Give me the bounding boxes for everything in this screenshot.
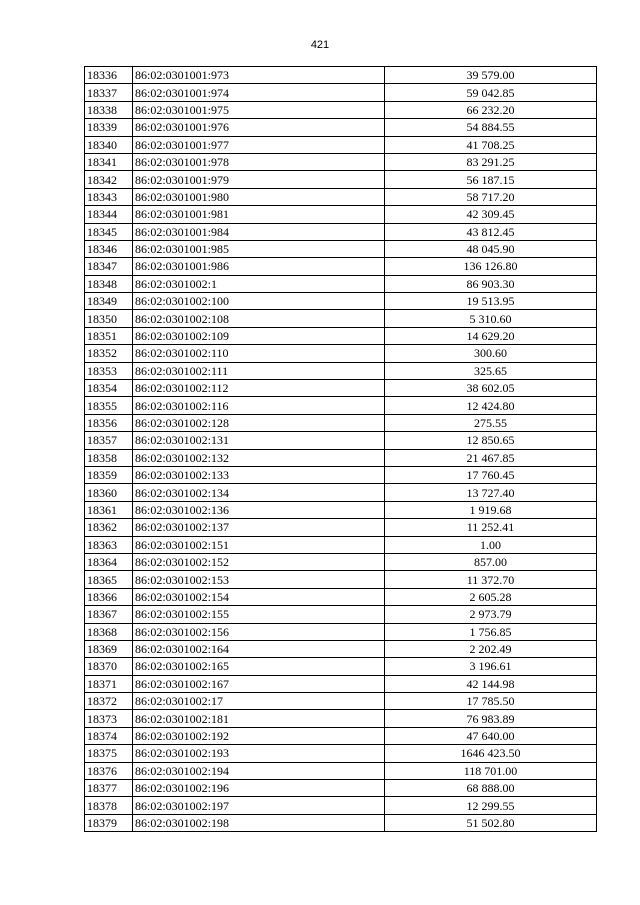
cadastral-number-cell: 86:02:0301002:108: [133, 310, 385, 327]
table-row: [85, 553, 597, 570]
row-number-cell: 18350: [85, 310, 133, 327]
value-cell: 857.00: [385, 553, 597, 570]
row-number-cell: 18349: [85, 293, 133, 310]
cadastral-number-cell: 86:02:0301002:132: [133, 449, 385, 466]
row-number-cell: 18365: [85, 571, 133, 588]
cadastral-number-cell: 86:02:0301002:152: [133, 553, 385, 570]
cadastral-number-cell: 86:02:0301002:165: [133, 658, 385, 675]
value-cell: 1 756.85: [385, 623, 597, 640]
row-number-cell: 18367: [85, 606, 133, 623]
value-cell: 43 812.45: [385, 223, 597, 240]
row-number-cell: 18339: [85, 119, 133, 136]
cadastral-number-cell: 86:02:0301002:194: [133, 762, 385, 779]
table-row: [85, 519, 597, 536]
table-row: [85, 171, 597, 188]
table-row: [85, 84, 597, 101]
row-number-cell: 18368: [85, 623, 133, 640]
table-row: [85, 623, 597, 640]
cadastral-number-cell: 86:02:0301002:133: [133, 466, 385, 483]
cadastral-number-cell: 86:02:0301002:110: [133, 345, 385, 362]
cadastral-number-cell: 86:02:0301002:154: [133, 588, 385, 605]
cadastral-number-cell: 86:02:0301002:198: [133, 814, 385, 831]
table-row: [85, 588, 597, 605]
table-row: [85, 345, 597, 362]
row-number-cell: 18364: [85, 553, 133, 570]
cadastral-number-cell: 86:02:0301001:980: [133, 188, 385, 205]
cadastral-number-cell: 86:02:0301002:167: [133, 675, 385, 692]
row-number-cell: 18337: [85, 84, 133, 101]
table-row: [85, 380, 597, 397]
table-row: [85, 466, 597, 483]
value-cell: 39 579.00: [385, 67, 597, 84]
cadastral-number-cell: 86:02:0301002:128: [133, 414, 385, 431]
table-row: [85, 153, 597, 170]
table-row: [85, 414, 597, 431]
row-number-cell: 18341: [85, 153, 133, 170]
value-cell: 13 727.40: [385, 484, 597, 501]
table-row: [85, 658, 597, 675]
row-number-cell: 18352: [85, 345, 133, 362]
cadastral-number-cell: 86:02:0301001:974: [133, 84, 385, 101]
cadastral-number-cell: 86:02:0301002:156: [133, 623, 385, 640]
cadastral-number-cell: 86:02:0301002:109: [133, 327, 385, 344]
value-cell: 48 045.90: [385, 240, 597, 257]
row-number-cell: 18338: [85, 101, 133, 118]
value-cell: 86 903.30: [385, 275, 597, 292]
value-cell: 275.55: [385, 414, 597, 431]
value-cell: 2 605.28: [385, 588, 597, 605]
value-cell: 11 372.70: [385, 571, 597, 588]
row-number-cell: 18358: [85, 449, 133, 466]
value-cell: 54 884.55: [385, 119, 597, 136]
table-row: [85, 67, 597, 84]
table-row: [85, 727, 597, 744]
cadastral-number-cell: 86:02:0301002:1: [133, 275, 385, 292]
table-row: [85, 310, 597, 327]
cadastral-number-cell: 86:02:0301002:155: [133, 606, 385, 623]
table-row: [85, 501, 597, 518]
value-cell: 42 309.45: [385, 206, 597, 223]
row-number-cell: 18348: [85, 275, 133, 292]
value-cell: 118 701.00: [385, 762, 597, 779]
row-number-cell: 18360: [85, 484, 133, 501]
value-cell: 11 252.41: [385, 519, 597, 536]
cadastral-number-cell: 86:02:0301001:978: [133, 153, 385, 170]
value-cell: 325.65: [385, 362, 597, 379]
value-cell: 21 467.85: [385, 449, 597, 466]
row-number-cell: 18342: [85, 171, 133, 188]
cadastral-number-cell: 86:02:0301001:981: [133, 206, 385, 223]
table-row: [85, 188, 597, 205]
table-row: [85, 675, 597, 692]
value-cell: 42 144.98: [385, 675, 597, 692]
table-row: [85, 206, 597, 223]
table-row: [85, 571, 597, 588]
row-number-cell: 18371: [85, 675, 133, 692]
value-cell: 51 502.80: [385, 814, 597, 831]
row-number-cell: 18373: [85, 710, 133, 727]
row-number-cell: 18336: [85, 67, 133, 84]
cadastral-number-cell: 86:02:0301002:137: [133, 519, 385, 536]
row-number-cell: 18357: [85, 432, 133, 449]
row-number-cell: 18355: [85, 397, 133, 414]
row-number-cell: 18377: [85, 780, 133, 797]
cadastral-number-cell: 86:02:0301001:985: [133, 240, 385, 257]
row-number-cell: 18374: [85, 727, 133, 744]
cadastral-number-cell: 86:02:0301001:975: [133, 101, 385, 118]
value-cell: 1646 423.50: [385, 745, 597, 762]
value-cell: 14 629.20: [385, 327, 597, 344]
cadastral-number-cell: 86:02:0301002:164: [133, 640, 385, 657]
cadastral-number-cell: 86:02:0301002:192: [133, 727, 385, 744]
value-cell: 17 760.45: [385, 466, 597, 483]
value-cell: 12 424.80: [385, 397, 597, 414]
value-cell: 136 126.80: [385, 258, 597, 275]
page-number: 421: [310, 39, 330, 51]
value-cell: 12 299.55: [385, 797, 597, 814]
row-number-cell: 18340: [85, 136, 133, 153]
value-cell: 19 513.95: [385, 293, 597, 310]
cadastral-number-cell: 86:02:0301002:181: [133, 710, 385, 727]
value-cell: 56 187.15: [385, 171, 597, 188]
table-row: [85, 693, 597, 710]
cadastral-value-table: [84, 66, 597, 832]
table-row: [85, 640, 597, 657]
table-row: [85, 762, 597, 779]
row-number-cell: 18376: [85, 762, 133, 779]
row-number-cell: 18354: [85, 380, 133, 397]
row-number-cell: 18351: [85, 327, 133, 344]
cadastral-number-cell: 86:02:0301001:977: [133, 136, 385, 153]
table-row: [85, 710, 597, 727]
cadastral-number-cell: 86:02:0301002:197: [133, 797, 385, 814]
value-cell: 17 785.50: [385, 693, 597, 710]
table-row: [85, 814, 597, 831]
table-row: [85, 327, 597, 344]
value-cell: 58 717.20: [385, 188, 597, 205]
value-cell: 76 983.89: [385, 710, 597, 727]
cadastral-number-cell: 86:02:0301002:131: [133, 432, 385, 449]
table-row: [85, 362, 597, 379]
table-row: [85, 119, 597, 136]
cadastral-number-cell: 86:02:0301001:979: [133, 171, 385, 188]
table-row: [85, 432, 597, 449]
cadastral-number-cell: 86:02:0301002:116: [133, 397, 385, 414]
cadastral-number-cell: 86:02:0301001:984: [133, 223, 385, 240]
row-number-cell: 18375: [85, 745, 133, 762]
value-cell: 2 973.79: [385, 606, 597, 623]
cadastral-number-cell: 86:02:0301002:134: [133, 484, 385, 501]
row-number-cell: 18343: [85, 188, 133, 205]
row-number-cell: 18362: [85, 519, 133, 536]
row-number-cell: 18361: [85, 501, 133, 518]
row-number-cell: 18369: [85, 640, 133, 657]
value-cell: 66 232.20: [385, 101, 597, 118]
value-cell: 1 919.68: [385, 501, 597, 518]
cadastral-number-cell: 86:02:0301002:136: [133, 501, 385, 518]
table-row: [85, 606, 597, 623]
row-number-cell: 18363: [85, 536, 133, 553]
row-number-cell: 18379: [85, 814, 133, 831]
cadastral-number-cell: 86:02:0301002:100: [133, 293, 385, 310]
cadastral-number-cell: 86:02:0301002:193: [133, 745, 385, 762]
cadastral-number-cell: 86:02:0301002:112: [133, 380, 385, 397]
row-number-cell: 18370: [85, 658, 133, 675]
row-number-cell: 18345: [85, 223, 133, 240]
cadastral-number-cell: 86:02:0301001:973: [133, 67, 385, 84]
row-number-cell: 18372: [85, 693, 133, 710]
cadastral-number-cell: 86:02:0301002:196: [133, 780, 385, 797]
table-row: [85, 397, 597, 414]
table-row: [85, 101, 597, 118]
value-cell: 83 291.25: [385, 153, 597, 170]
row-number-cell: 18347: [85, 258, 133, 275]
cadastral-number-cell: 86:02:0301002:153: [133, 571, 385, 588]
table-row: [85, 275, 597, 292]
row-number-cell: 18344: [85, 206, 133, 223]
value-cell: 300.60: [385, 345, 597, 362]
value-cell: 68 888.00: [385, 780, 597, 797]
row-number-cell: 18346: [85, 240, 133, 257]
table-row: [85, 780, 597, 797]
value-cell: 59 042.85: [385, 84, 597, 101]
row-number-cell: 18356: [85, 414, 133, 431]
cadastral-number-cell: 86:02:0301001:976: [133, 119, 385, 136]
cadastral-number-cell: 86:02:0301002:151: [133, 536, 385, 553]
row-number-cell: 18359: [85, 466, 133, 483]
table-row: [85, 536, 597, 553]
value-cell: 47 640.00: [385, 727, 597, 744]
value-cell: 41 708.25: [385, 136, 597, 153]
table-row: [85, 797, 597, 814]
value-cell: 3 196.61: [385, 658, 597, 675]
table-body: [85, 67, 597, 832]
cadastral-number-cell: 86:02:0301002:111: [133, 362, 385, 379]
row-number-cell: 18353: [85, 362, 133, 379]
table-row: [85, 223, 597, 240]
table-row: [85, 240, 597, 257]
table-row: [85, 745, 597, 762]
table-row: [85, 449, 597, 466]
row-number-cell: 18378: [85, 797, 133, 814]
table-row: [85, 293, 597, 310]
value-cell: 1.00: [385, 536, 597, 553]
value-cell: 38 602.05: [385, 380, 597, 397]
table-row: [85, 484, 597, 501]
value-cell: 12 850.65: [385, 432, 597, 449]
row-number-cell: 18366: [85, 588, 133, 605]
cadastral-number-cell: 86:02:0301002:17: [133, 693, 385, 710]
table-row: [85, 136, 597, 153]
table-row: [85, 258, 597, 275]
value-cell: 5 310.60: [385, 310, 597, 327]
value-cell: 2 202.49: [385, 640, 597, 657]
cadastral-number-cell: 86:02:0301001:986: [133, 258, 385, 275]
